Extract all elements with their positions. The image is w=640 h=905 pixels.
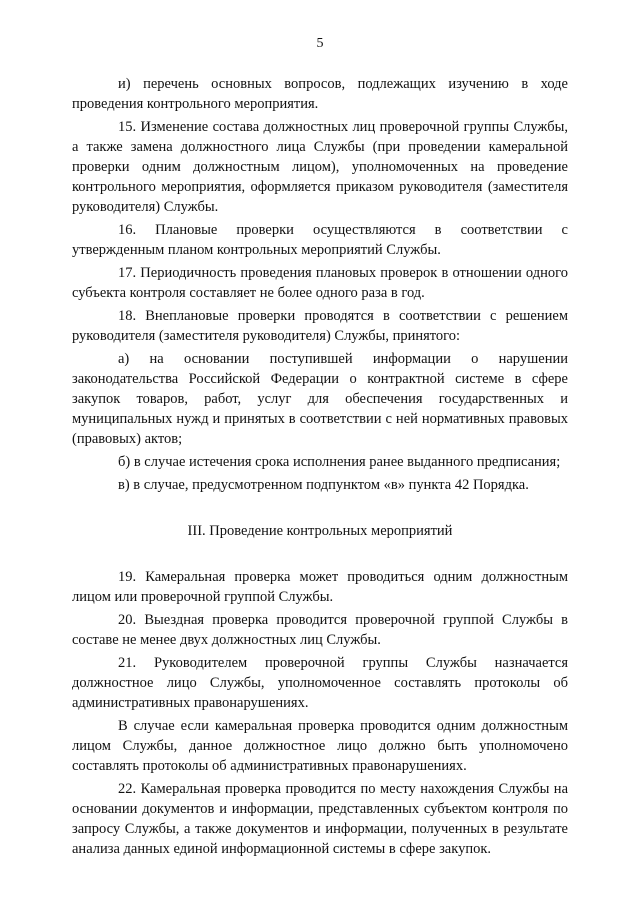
paragraph-16: 16. Плановые проверки осуществляются в соответствии с утвержденным планом контрольных мероприятий Службы. (72, 222, 568, 258)
paragraph-17: 17. Периодичность проведения плановых проверок в отношении одного субъекта контроля составляет не более одного раза в год. (72, 265, 568, 301)
paragraph-21-note: В случае если камеральная проверка проводится одним должностным лицом Службы, данное должностное лицо должно быть уполномочено составлять протоколы об административных правонарушениях. (72, 718, 568, 774)
paragraph-18-v: в) в случае, предусмотренном подпунктом «в» пункта 42 Порядка. (118, 477, 529, 493)
paragraph-18-a: а) на основании поступившей информации о нарушении законодательства Российской Федерации о контрактной системе в сфере закупок товаров, работ, услуг для обеспечения государственных и муниципальных нужд и принятых в соответствии с ней нормативных правовых (правовых) актов; (72, 351, 568, 447)
section-heading: III. Проведение контрольных мероприятий (187, 523, 453, 539)
paragraph-18: 18. Внеплановые проверки проводятся в соответствии с решением руководителя (заместителя руководителя) Службы, принятого: (72, 308, 568, 344)
paragraph-21: 21. Руководителем проверочной группы Службы назначается должностное лицо Службы, уполномоченное составлять протоколы об административных правонарушениях. (72, 655, 568, 711)
paragraph-item-i: и) перечень основных вопросов, подлежащих изучению в ходе проведения контрольного мероприятия. (72, 76, 568, 112)
paragraph-22: 22. Камеральная проверка проводится по месту нахождения Службы на основании документов и информации, представленных субъектом контроля по запросу Службы, а также документов и информации, полученных в результате анализа данных единой информационной системы в сфере закупок. (72, 781, 568, 857)
paragraph-20: 20. Выездная проверка проводится проверочной группой Службы в составе не менее двух должностных лиц Службы. (72, 612, 568, 648)
paragraph-15: 15. Изменение состава должностных лиц проверочной группы Службы, а также замена должностного лица Службы (при проведении камеральной проверки одним должностным лицом), уполномоченных на проведение контрольного мероприятия, оформляется приказом руководителя (заместителя руководителя) Службы. (72, 119, 568, 215)
paragraph-18-b: б) в случае истечения срока исполнения ранее выданного предписания; (118, 454, 561, 470)
document-body (72, 74, 568, 862)
paragraph-19: 19. Камеральная проверка может проводиться одним должностным лицом или проверочной группой Службы. (72, 569, 568, 605)
page-number: 5 (316, 36, 324, 51)
